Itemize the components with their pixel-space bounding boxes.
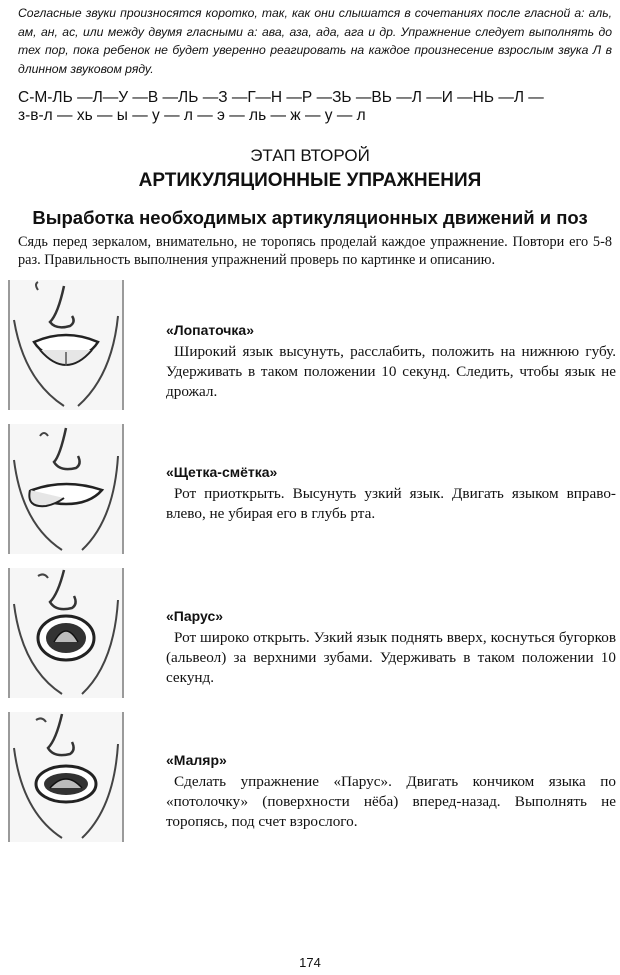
face-tongue-up-illustration: [8, 568, 124, 698]
exercise-title: «Лопаточка»: [166, 322, 254, 338]
instructions-paragraph: Сядь перед зеркалом, внимательно, не торопясь проделай каждое упражнение. Повтори его 5-8 раз. Правильность выполнения упражнений проверь по картинке и описанию.: [18, 234, 612, 268]
subtitle: Выработка необходимых артикуляционных движений и поз: [32, 207, 588, 228]
face-wide-tongue-illustration: [8, 280, 124, 410]
exercise-description: Широкий язык высунуть, расслабить, положить на нижнюю губу. Удерживать в таком положении 10 секунд. Следить, чтобы язык не дрожал.: [166, 343, 616, 400]
face-narrow-tongue-illustration: [8, 424, 124, 554]
exercise-description: Рот приоткрыть. Высунуть узкий язык. Двигать языком вправо-влево, не убирая его в глубь рта.: [166, 485, 616, 522]
page-number: 174: [299, 955, 321, 970]
intro-paragraph: Согласные звуки произносятся коротко, так, как они слышатся в сочетаниях после гласной а: аль, ам, ан, ас, или между двумя гласными а: ава, аза, ада, ага и др. Упражнение следует выполнять до тех пор, пока ребенок не будет уверенно реагировать на каждое произнесение взрослым звука Л в длинном звуковом ряду.: [18, 6, 612, 76]
exercise-description: Рот широко открыть. Узкий язык поднять вверх, коснуться бугорков (альвеол) за верхними зубами. Удерживать в таком положении 10 секунд.: [166, 629, 616, 686]
sound-sequence-line-2: з-в-л — хь — ы — у — л — э — ль — ж — у — л: [18, 107, 366, 124]
section-title: АРТИКУЛЯЦИОННЫЕ УПРАЖНЕНИЯ: [138, 170, 482, 191]
exercise-title: «Маляр»: [166, 752, 227, 768]
face-tongue-palate-illustration: [8, 712, 124, 842]
exercise-title: «Щетка-смётка»: [166, 464, 278, 480]
stage-heading: ЭТАП ВТОРОЙ: [250, 146, 370, 165]
exercise-description: Сделать упражнение «Парус». Двигать кончиком языка по «потолочку» (поверхности нёба) вперед-назад. Выполнять не торопясь, под счет взрослого.: [166, 773, 616, 830]
sound-sequence-line-1: С-М-ЛЬ —Л—У —В —ЛЬ —З —Г—Н —Р —ЗЬ —ВЬ —Л —И —НЬ —Л —: [18, 89, 544, 106]
exercise-title: «Парус»: [166, 608, 224, 624]
